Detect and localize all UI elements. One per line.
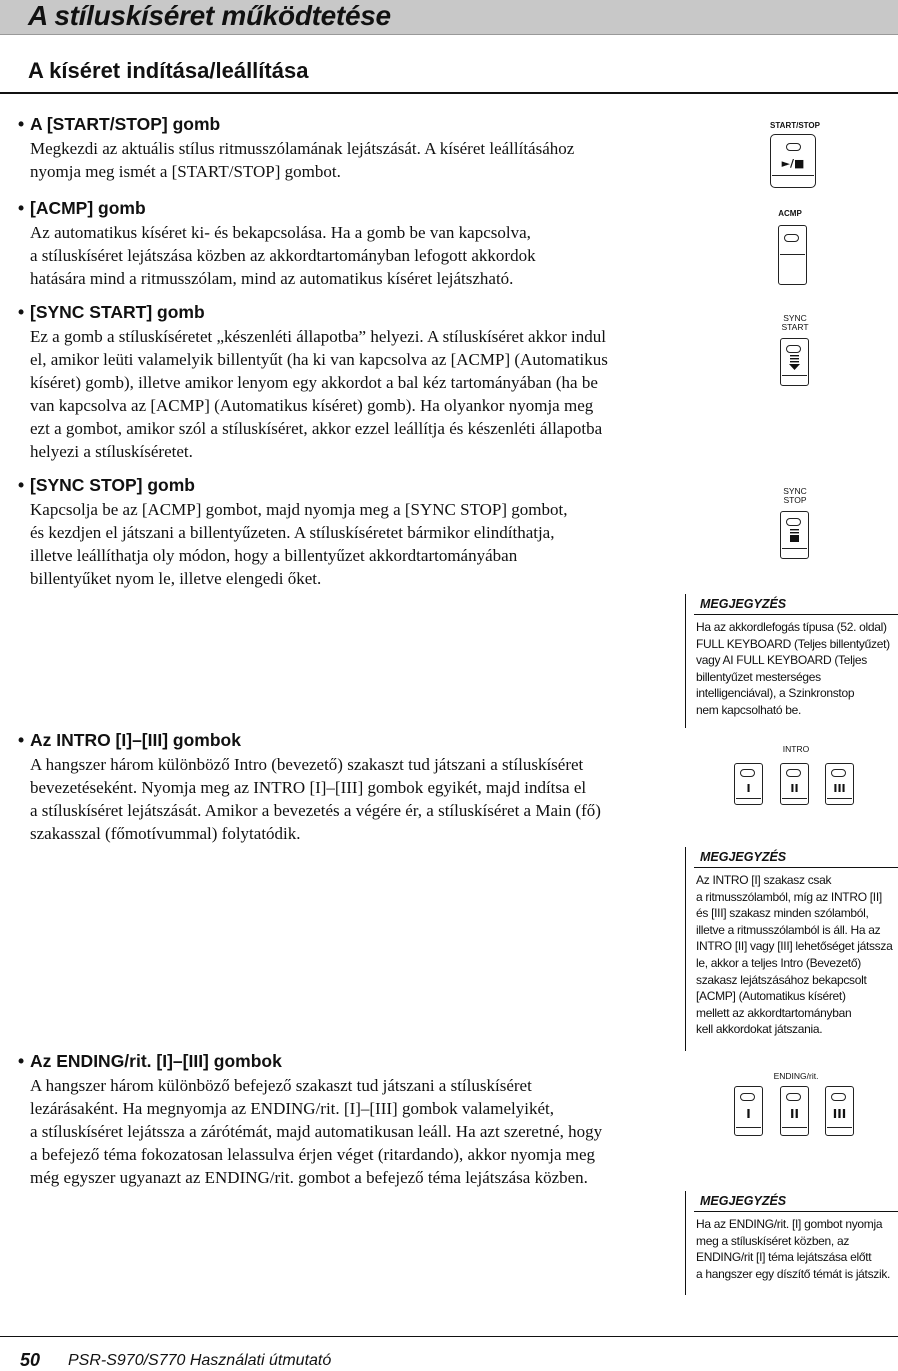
ending-2-numeral: II [790,1107,799,1121]
ending-1-button[interactable] [734,1086,763,1136]
ending-label: ENDING/rit. [773,1071,819,1081]
item-text: Az automatikus kíséret ki- és bekapcsolása. Ha a gomb be van kapcsolva, a stíluskíséret lejátszása közben az akkordtartományban lefogott akkordok hatására mind a ritmusszólam, mind az automatikus kíséret lejátszható. [30,223,536,288]
ending-1-numeral: I [746,1107,751,1121]
button-edge [736,798,761,799]
item-acmp [18,197,663,290]
note-text: Ha az ENDING/rit. [I] gombot nyomja meg a stíluskíséret közben, az ENDING/rit [I] téma lejátszása előtt a hangszer egy díszítő témát is játszik. [696,1217,891,1281]
intro-label: INTRO [782,744,810,754]
section-divider [0,92,898,94]
item-ending [18,1050,663,1189]
item-start-stop [18,113,663,183]
item-heading: • Az ENDING/rit. [I]–[III] gombok [18,1051,282,1071]
led-icon [784,234,799,242]
intro-3-button[interactable] [825,763,854,805]
intro-1-numeral: I [746,782,751,795]
item-intro [18,729,663,845]
note-intro [685,847,898,1051]
item-text: Ez a gomb a stíluskíséretet „készenléti állapotba” helyezi. A stíluskíséret akkor indul el, amikor leüti valamelyik billentyűt (ha ki van kapcsolva az [ACMP] (Automatikus kíséret) gomb), illetve amikor lenyom egy akkordot a bal kéz tartományában (ha be van kapcsolva az [ACMP] (Automatikus kíséret) gomb). Ha olyankor nyomja meg ezt a gombot, amikor szól a stíluskíséret, akkor ezzel leállítja és készenléti állapotba helyezi a stíluskíséretet. [30,327,608,461]
led-icon [740,769,755,777]
item-heading: • [SYNC START] gomb [18,302,205,322]
led-icon [786,345,801,353]
ending-2-button[interactable] [780,1086,809,1136]
button-edge [782,548,807,549]
item-text: Kapcsolja be az [ACMP] gombot, majd nyomja meg a [SYNC STOP] gombot, és kezdjen el játszani a billentyűzeten. A stíluskíséretet bármikor elindíthatja, illetve leállíthatja oly módon, hogy a billentyűzet akkordtartományában billentyűket nyom le, illetve elengedi őket. [30,500,568,588]
intro-2-numeral: II [790,782,799,795]
button-edge [780,254,805,255]
note-heading: MEGJEGYZÉS [694,1191,898,1212]
footer-divider [0,1336,898,1337]
led-icon [831,1093,846,1101]
item-sync-stop [18,474,663,590]
led-icon [786,518,801,526]
ending-3-button[interactable] [825,1086,854,1136]
led-icon [831,769,846,777]
note-text: Az INTRO [I] szakasz csak a ritmusszólamból, míg az INTRO [II] és [III] szakasz minden szólamból, illetve a ritmusszólamból is áll. Ha az INTRO [II] vagy [III] lehetőséget játssza le, akkor a teljes Intro (Bevezető) szakasz lejátszásához bekapcsolt [ACMP] (Automatikus kíséret) mellett az akkordtartományban kell akkordokat játszania. [696,873,893,1037]
button-edge [827,798,852,799]
acmp-label: ACMP [778,209,802,218]
button-edge [782,1127,807,1128]
acmp-button[interactable] [778,225,807,285]
page-title-bar [0,0,898,35]
item-text: A hangszer három különböző befejező szakaszt tud játszani a stíluskíséret lezárásaként. Ha megnyomja az ENDING/rit. [I]–[III] gombok valamelyikét, a stíluskíséret lejátssza a zárótémát, majd automatikusan leáll. Ha azt szeretné, hogy a befejező téma fokozatosan lelassulva érjen véget (ritardando), akkor nyomja meg még egyszer ugyanazt az ENDING/rit. gombot a befejező téma lejátszása közben. [30,1076,603,1187]
button-edge [736,1127,761,1128]
note-heading: MEGJEGYZÉS [694,594,898,615]
page-title: A stíluskíséret működtetése [28,0,391,31]
item-text: A hangszer három különböző Intro (bevezető) szakaszt tud játszani a stíluskíséret bevezetéseként. Nyomja meg az INTRO [I]–[III] gombok egyikét, majd indítsa el a stíluskíséret lejátszását. Amikor a bevezetés a végére ér, a stíluskíséret a Main (fő) szakasszal (főmotívummal) folytatódik. [30,755,601,843]
led-icon [786,1093,801,1101]
note-text: Ha az akkordlefogás típusa (52. oldal) FULL KEYBOARD (Teljes billentyűzet) vagy AI FULL KEYBOARD (Teljes billentyűzet mesterséges intelligenciával), a Szinkronstop nem kapcsolható be. [696,620,890,717]
sync-stop-button[interactable] [780,511,809,559]
note-ending [685,1191,898,1295]
sync-start-icon [789,355,800,371]
led-icon [786,769,801,777]
item-sync-start [18,301,663,463]
sync-stop-label: SYNC STOP [783,486,807,505]
item-heading: • A [START/STOP] gomb [18,114,221,134]
item-text: Megkezdi az aktuális stílus ritmusszólamának lejátszását. A kíséret leállításához nyomja meg ismét a [START/STOP] gombot. [30,139,575,181]
button-edge [782,798,807,799]
start-stop-button[interactable] [770,134,816,188]
sync-start-button[interactable] [780,338,809,386]
item-heading: • [SYNC STOP] gomb [18,475,195,495]
section-title: A kíséret indítása/leállítása [28,58,309,83]
intro-3-numeral: III [833,782,846,795]
page-number: 50 [20,1350,41,1370]
intro-1-button[interactable] [734,763,763,805]
button-edge [782,375,807,376]
ending-3-numeral: III [832,1107,847,1121]
sync-start-label: SYNC START [781,313,809,332]
start-stop-label: START/STOP [770,121,820,130]
button-edge [772,175,814,176]
note-sync-stop [685,594,898,728]
item-heading: • [ACMP] gomb [18,198,146,218]
note-heading: MEGJEGYZÉS [694,847,898,868]
manual-title: PSR-S970/S770 Használati útmutató [68,1352,332,1369]
led-icon [740,1093,755,1101]
intro-2-button[interactable] [780,763,809,805]
play-stop-icon: ►/■ [781,157,805,170]
sync-stop-icon [789,529,800,545]
button-edge [827,1127,852,1128]
led-icon [786,143,801,151]
item-heading: • Az INTRO [I]–[III] gombok [18,730,241,750]
